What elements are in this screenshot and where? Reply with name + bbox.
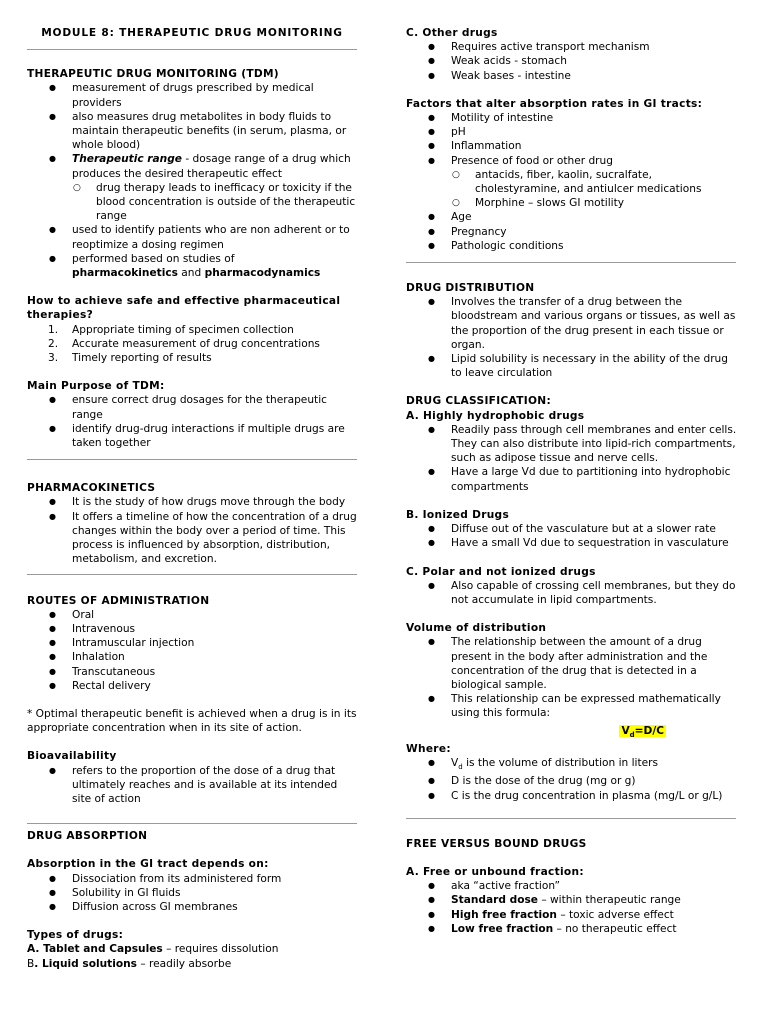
volume-list — [406, 635, 740, 720]
list-item: ● Diffusion across GI membranes — [27, 900, 357, 914]
divider — [406, 262, 736, 263]
list-item: ● Transcutaneous — [27, 665, 357, 679]
list-item — [406, 893, 740, 907]
pharmacokinetics-list — [27, 495, 357, 566]
list-item: ● Pathologic conditions — [406, 239, 740, 253]
text: performed based on studies of — [72, 252, 235, 265]
list-item: ● It offers a timeline of how the concentration of a drug changes within the body over a period of time. This process is influenced by absorption, distribution, metabolism, and excretion. — [27, 510, 357, 567]
text: – no therapeutic effect — [553, 922, 677, 935]
pharmacokinetics-heading: PHARMACOKINETICS — [27, 482, 156, 495]
other-drugs-heading: C. Other drugs — [406, 27, 498, 39]
polar-heading: C. Polar and not ionized drugs — [406, 565, 596, 578]
formula-sub: d — [629, 730, 635, 739]
pharmacodynamics-term: pharmacodynamics — [204, 267, 321, 280]
numbered-item — [27, 323, 357, 337]
factors-heading: Factors that alter absorption rates in GI tracts: — [406, 97, 703, 110]
where-heading: Where: — [406, 742, 451, 755]
item-text: Accurate measurement of drug concentrations — [72, 337, 320, 350]
therapeutic-note: * Optimal therapeutic benefit is achieved when a drug is in its appropriate concentration when in its site of action. — [27, 707, 357, 735]
text: Low free fraction — [451, 922, 554, 935]
other-drugs-list — [406, 40, 740, 83]
text: High free fraction — [451, 908, 557, 921]
ionized-list — [406, 522, 740, 550]
list-item — [406, 922, 740, 936]
distribution-list — [406, 295, 740, 380]
page-title: MODULE 8: THERAPEUTIC DRUG MONITORING — [41, 27, 343, 39]
safe-therapy-heading: How to achieve safe and effective pharmaceutical therapies? — [27, 295, 341, 322]
type-b-text: – readily absorbe — [136, 957, 232, 970]
divider — [27, 459, 357, 460]
list-item: ● It is the study of how drugs move through the body — [27, 495, 357, 509]
text: V — [451, 757, 459, 770]
classification-heading: DRUG CLASSIFICATION: — [406, 395, 551, 408]
where-list — [406, 756, 740, 803]
item-number: 2. — [48, 337, 59, 350]
list-item: ● Weak bases - intestine — [406, 69, 740, 83]
sub-list-item: ○ antacids, fiber, kaolin, sucralfate, cholestyramine, and antiulcer medications — [406, 168, 740, 196]
sub-list-item: ○ Morphine – slows GI motility — [406, 196, 740, 210]
item-text: Timely reporting of results — [72, 352, 212, 365]
list-item: ● Solubility in GI fluids — [27, 886, 357, 900]
list-item: ● Involves the transfer of a drug between the bloodstream and various organs or tissues, as well as the proportion of the drug present in each tissue or organ. — [406, 295, 740, 352]
tdm-list — [27, 81, 357, 280]
list-item: ● Inhalation — [27, 650, 357, 664]
text: – toxic adverse effect — [556, 908, 674, 921]
list-item: ● Pregnancy — [406, 225, 740, 239]
routes-heading: ROUTES OF ADMINISTRATION — [27, 594, 210, 607]
list-item: ● pH — [406, 125, 740, 139]
tdm-heading: THERAPEUTIC DRUG MONITORING (TDM) — [27, 68, 279, 81]
text: is the volume of distribution in liters — [462, 757, 659, 770]
safe-therapy-list — [27, 323, 357, 366]
free-fraction-list — [406, 879, 740, 936]
list-item — [27, 252, 357, 280]
sub-list — [406, 168, 740, 211]
routes-list — [27, 608, 357, 693]
list-item: ● identify drug-drug interactions if multiple drugs are taken together — [27, 422, 357, 450]
therapeutic-range-def: - dosage range of a drug which produces the desired therapeutic effect — [72, 153, 351, 180]
type-a-label: A. Tablet and Capsules — [27, 943, 163, 956]
divider — [27, 49, 357, 50]
polar-list — [406, 579, 740, 607]
formula-v: V — [621, 724, 630, 737]
types-heading: Types of drugs: — [27, 929, 124, 942]
type-b-letter: B — [27, 957, 35, 970]
text: and — [177, 267, 205, 280]
sub-list-item: ○ drug therapy leads to inefficacy or toxicity if the blood concentration is outside of the therapeutic range — [27, 181, 357, 224]
formula-highlight — [619, 725, 666, 737]
item-number: 3. — [48, 352, 59, 365]
divider — [27, 574, 357, 575]
numbered-item — [27, 337, 357, 351]
left-column — [27, 26, 357, 971]
list-item: ● aka “active fraction” — [406, 879, 740, 893]
list-item: ● Also capable of crossing cell membranes, but they do not accumulate in lipid compartments. — [406, 579, 740, 607]
list-item: ● also measures drug metabolites in body fluids to maintain therapeutic benefits (in serum, plasma, or whole blood) — [27, 110, 357, 153]
type-b — [27, 957, 357, 971]
list-item: ● Lipid solubility is necessary in the ability of the drug to leave circulation — [406, 352, 740, 380]
list-item: ● Age — [406, 210, 740, 224]
absorption-list — [27, 872, 357, 915]
list-item: ● C is the drug concentration in plasma (mg/L or g/L) — [406, 789, 740, 803]
list-item: ● used to identify patients who are non adherent or to reoptimize a dosing regimen — [27, 223, 357, 251]
vd-formula — [406, 724, 740, 742]
list-item: ● Oral — [27, 608, 357, 622]
ionized-heading: B. Ionized Drugs — [406, 508, 510, 521]
list-item — [406, 756, 740, 774]
divider — [406, 818, 736, 819]
volume-heading: Volume of distribution — [406, 622, 547, 635]
list-item — [406, 908, 740, 922]
bioavailability-list — [27, 764, 357, 807]
list-item: ● Dissociation from its administered form — [27, 872, 357, 886]
list-item: ● refers to the proportion of the dose of a drug that ultimately reaches and is available at its intended site of action — [27, 764, 357, 807]
free-fraction-heading: A. Free or unbound fraction: — [406, 865, 584, 878]
list-item: ● ensure correct drug dosages for the therapeutic range — [27, 393, 357, 421]
numbered-item — [27, 351, 357, 365]
list-item: ● measurement of drugs prescribed by medical providers — [27, 81, 357, 109]
absorption-heading: DRUG ABSORPTION — [27, 830, 148, 843]
list-item: ● Have a large Vd due to partitioning into hydrophobic compartments — [406, 465, 740, 493]
absorption-subheading: Absorption in the GI tract depends on: — [27, 858, 269, 871]
type-b-label: . Liquid solutions — [34, 957, 137, 970]
list-item: ● Have a small Vd due to sequestration in vasculature — [406, 536, 740, 550]
formula-rest: =D/C — [634, 724, 664, 737]
list-item: ● The relationship between the amount of a drug present in the body after administration and the concentration of the drug that is detected in a biological sample. — [406, 635, 740, 692]
divider — [27, 823, 357, 824]
list-item — [406, 154, 740, 211]
free-bound-heading: FREE VERSUS BOUND DRUGS — [406, 837, 587, 850]
list-item: ● Readily pass through cell membranes and enter cells. They can also distribute into lipid-rich compartments, such as adipose tissue and nerve cells. — [406, 423, 740, 466]
list-item: ● Intramuscular injection — [27, 636, 357, 650]
therapeutic-range-term: Therapeutic range — [72, 153, 182, 166]
hydrophobic-heading: A. Highly hydrophobic drugs — [406, 409, 585, 422]
list-item: ● Inflammation — [406, 139, 740, 153]
list-item: ● Motility of intestine — [406, 111, 740, 125]
list-item-text: Presence of food or other drug — [451, 154, 613, 167]
list-item — [27, 152, 357, 223]
pharmacokinetics-term: pharmacokinetics — [72, 267, 178, 280]
list-item: ● D is the dose of the drug (mg or g) — [406, 774, 740, 788]
list-item: ● Weak acids - stomach — [406, 54, 740, 68]
sub-list — [27, 181, 357, 224]
type-a-text: – requires dissolution — [162, 943, 279, 956]
item-text: Appropriate timing of specimen collection — [72, 323, 294, 336]
list-item: ● Requires active transport mechanism — [406, 40, 740, 54]
bioavailability-heading: Bioavailability — [27, 750, 117, 763]
text: – within therapeutic range — [537, 894, 681, 907]
list-item: ● Diffuse out of the vasculature but at a slower rate — [406, 522, 740, 536]
distribution-heading: DRUG DISTRIBUTION — [406, 282, 535, 295]
purpose-list — [27, 393, 357, 450]
list-item: ● Rectal delivery — [27, 679, 357, 693]
item-number: 1. — [48, 323, 59, 336]
right-column — [406, 26, 740, 936]
list-item: ● This relationship can be expressed mathematically using this formula: — [406, 692, 740, 720]
text: Standard dose — [451, 894, 538, 907]
factors-list — [406, 111, 740, 253]
type-a — [27, 942, 357, 956]
hydrophobic-list — [406, 423, 740, 494]
list-item: ● Intravenous — [27, 622, 357, 636]
text: d — [458, 763, 463, 772]
purpose-heading: Main Purpose of TDM: — [27, 380, 165, 393]
